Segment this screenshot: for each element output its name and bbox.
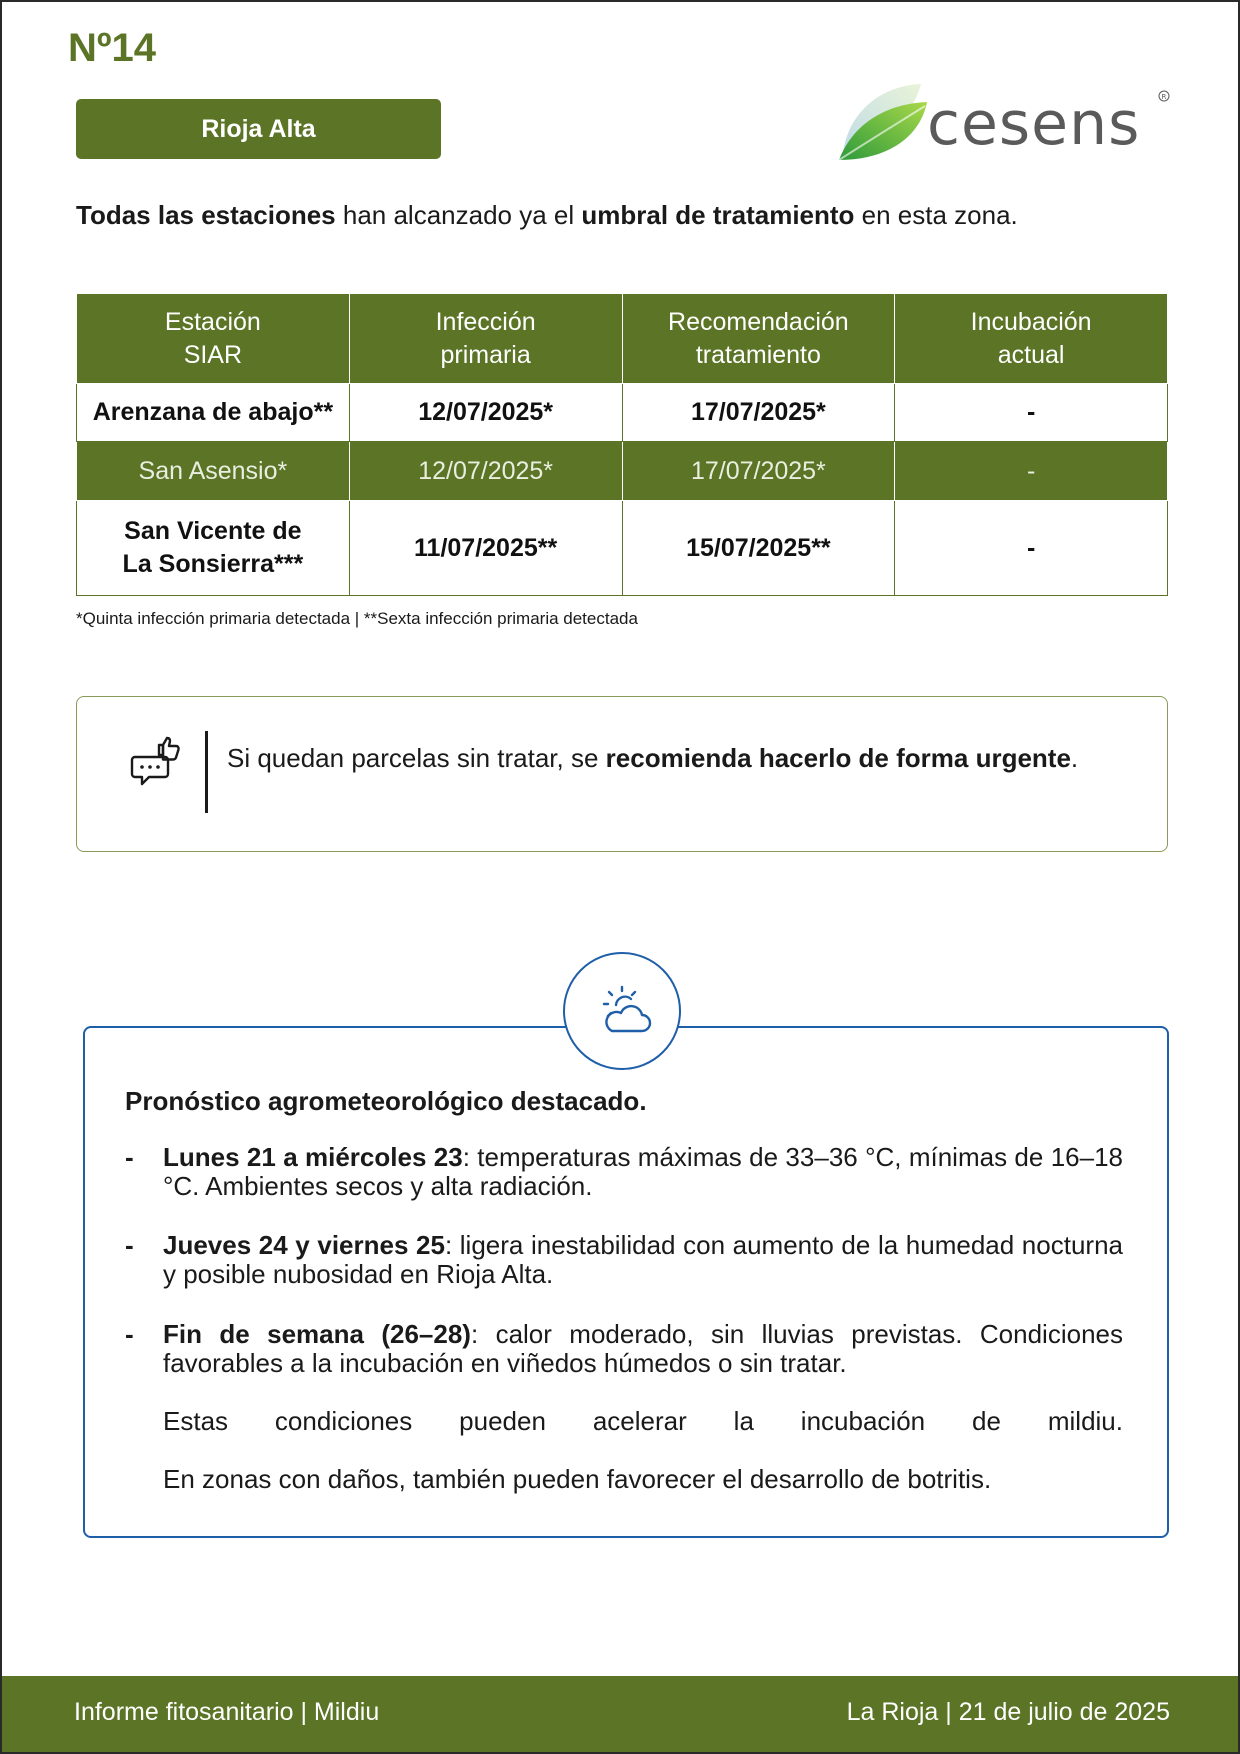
chat-thumbs-up-icon [129, 735, 185, 791]
footer-location-date: La Rioja | 21 de julio de 2025 [846, 1698, 1170, 1726]
table-row [77, 501, 1168, 596]
station-cell: San Vicente de La Sonsierra*** [77, 501, 350, 596]
primary-infection-cell: 12/07/2025* [349, 442, 622, 501]
zone-badge: Rioja Alta [76, 99, 441, 159]
footer-report-type: Informe fitosanitario | Mildiu [74, 1698, 380, 1726]
forecast-title: Pronóstico agrometeorológico destacado. [125, 1086, 647, 1116]
incubation-cell: - [895, 442, 1168, 501]
header-station: Estación SIAR [77, 294, 350, 384]
header-primary-infection: Infección primaria [349, 294, 622, 384]
treatment-cell: 17/07/2025* [622, 384, 895, 442]
issue-number: Nº14 [68, 26, 156, 70]
cesens-logo [837, 76, 1177, 168]
primary-infection-cell: 11/07/2025** [349, 501, 622, 596]
forecast-note-botritis: En zonas con daños, también pueden favorecer el desarrollo de botritis. [163, 1464, 992, 1494]
header-treatment: Recomendación tratamiento [622, 294, 895, 384]
stations-table [76, 293, 1168, 596]
sun-cloud-icon [563, 952, 681, 1070]
header-incubation: Incubación actual [895, 294, 1168, 384]
forecast-note-mildiu: Estas condiciones pueden acelerar la incubación de mildiu. [163, 1406, 1123, 1436]
treatment-cell: 15/07/2025** [622, 501, 895, 596]
table-header-row [77, 294, 1168, 384]
forecast-box: Pronóstico agrometeorológico destacado. - Lunes 21 a miércoles 23: temperaturas máximas de 33–36 °C, mínimas de 16–18 °C. Ambientes secos y alta radiación. - Jueves 24 y viernes 25: ligera inestabilidad con aumento de la humedad nocturna y posible nubosidad en Rioja Alta. - Fin de semana (26–28): calor moderado, sin lluvias previstas. Condiciones favorables a la incubación en viñedos húmedos o sin tratar. Estas condiciones pueden acelerar la incubación de mildiu. En zonas con daños, también pueden favorecer el desarrollo de botritis. [83, 1026, 1169, 1538]
table-footnote: *Quinta infección primaria detectada | **Sexta infección primaria detectada [76, 609, 638, 628]
advice-text: Si quedan parcelas sin tratar, se recomienda hacerlo de forma urgente. [227, 743, 1079, 773]
incubation-cell: - [895, 501, 1168, 596]
advice-box [76, 696, 1168, 852]
advice-divider [205, 731, 208, 813]
station-cell: San Asensio* [77, 442, 350, 501]
incubation-cell: - [895, 384, 1168, 442]
table-row [77, 442, 1168, 501]
page-footer [2, 1676, 1238, 1752]
treatment-cell: 17/07/2025* [622, 442, 895, 501]
svg-text:R: R [1161, 93, 1167, 101]
primary-infection-cell: 12/07/2025* [349, 384, 622, 442]
table-row [77, 384, 1168, 442]
station-cell: Arenzana de abajo** [77, 384, 350, 442]
intro-statement: Todas las estaciones han alcanzado ya el umbral de tratamiento en esta zona. [76, 200, 1018, 230]
brand-name: cesens [927, 89, 1141, 159]
